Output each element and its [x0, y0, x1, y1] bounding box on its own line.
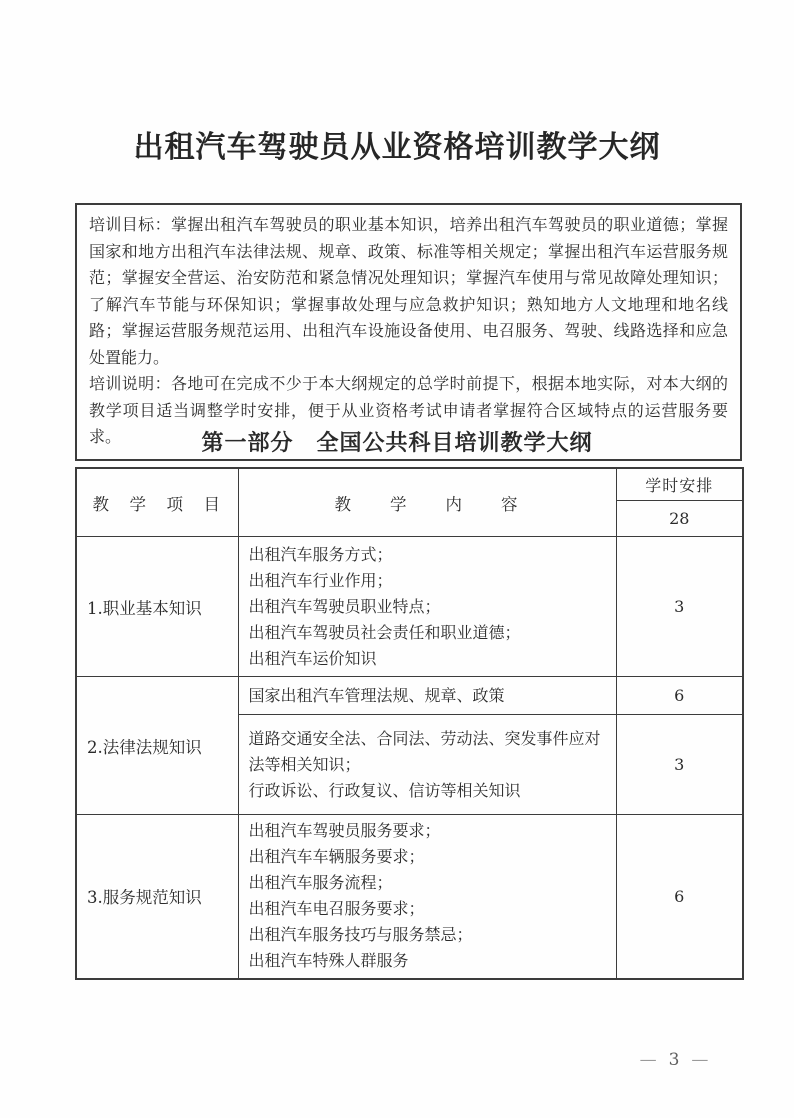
- training-notes-text: 各地可在完成不少于本大纲规定的总学时前提下，根据本地实际，对本大纲的教学项目适当调整学时安排，便于从业资格考试申请者掌握符合区域特点的运营服务要求。: [89, 374, 728, 446]
- item-cell: 1.职业基本知识: [76, 537, 238, 677]
- content-line: 国家出租汽车管理法规、规章、政策: [248, 685, 505, 705]
- content-line: 出租汽车驾驶员社会责任和职业道德；: [248, 622, 521, 642]
- content-line: 出租汽车特殊人群服务: [248, 951, 409, 971]
- content-line: 出租汽车行业作用；: [248, 570, 393, 590]
- content-cell: [238, 677, 616, 715]
- footer-dash-left: —: [639, 1050, 659, 1070]
- training-objectives-paragraph: [89, 212, 728, 371]
- hours-cell: 6: [616, 815, 743, 979]
- content-line: 出租汽车运价知识: [248, 648, 377, 668]
- table-row-service-knowledge: [76, 815, 743, 979]
- footer-dash-right: —: [691, 1050, 711, 1070]
- table-row-basic-knowledge: [76, 537, 743, 677]
- header-cell-teaching-content: 教 学 内 容: [238, 468, 616, 537]
- content-cell: [238, 537, 616, 677]
- intro-box: [75, 203, 742, 461]
- item-cell: 3.服务规范知识: [76, 815, 238, 979]
- content-line: 出租汽车服务技巧与服务禁忌；: [248, 925, 473, 945]
- header-cell-hours-label: 学时安排: [616, 468, 743, 501]
- hours-cell: 6: [616, 677, 743, 715]
- training-notes-label: 培训说明：: [89, 374, 171, 393]
- content-line: 出租汽车车辆服务要求；: [248, 847, 425, 867]
- syllabus-table: [75, 467, 744, 980]
- hours-cell: 3: [616, 537, 743, 677]
- content-line: 出租汽车服务方式；: [248, 544, 393, 564]
- hours-cell: 3: [616, 715, 743, 815]
- page-footer: [610, 1050, 740, 1070]
- content-line: 出租汽车驾驶员职业特点；: [248, 596, 441, 616]
- table-row-law-knowledge-1: [76, 677, 743, 715]
- header-cell-teaching-item: 教 学 项 目: [76, 468, 238, 537]
- content-cell: [238, 715, 616, 815]
- page-title: 出租汽车驾驶员从业资格培训教学大纲: [133, 130, 661, 165]
- content-cell: [238, 815, 616, 979]
- total-hours-cell: 28: [616, 501, 743, 537]
- training-objectives-text: 掌握出租汽车驾驶员的职业基本知识，培养出租汽车驾驶员的职业道德；掌握国家和地方出租汽车法律法规、规章、政策、标准等相关规定；掌握出租汽车运营服务规范；掌握安全营运、治安防范和紧急情况处理知识；掌握汽车使用与常见故障处理知识；了解汽车节能与环保知识；掌握事故处理与应急救护知识；熟知地方人文地理和地名线路；掌握运营服务规范运用、出租汽车设施设备使用、电召服务、驾驶、线路选择和应急处置能力。: [89, 215, 728, 367]
- training-objectives-label: 培训目标：: [89, 215, 171, 234]
- content-line: 道路交通安全法、合同法、劳动法、突发事件应对法等相关知识；: [248, 728, 601, 774]
- table-header-row: [76, 468, 743, 501]
- content-line: 出租汽车驾驶员服务要求；: [248, 821, 441, 841]
- content-line: 行政诉讼、行政复议、信访等相关知识: [248, 780, 521, 800]
- content-line: 出租汽车电召服务要求；: [248, 899, 425, 919]
- page-number: 3: [668, 1050, 682, 1070]
- content-line: 出租汽车服务流程；: [248, 873, 393, 893]
- section-heading: 第一部分 全国公共科目培训教学大纲: [201, 431, 593, 456]
- item-cell: 2.法律法规知识: [76, 677, 238, 815]
